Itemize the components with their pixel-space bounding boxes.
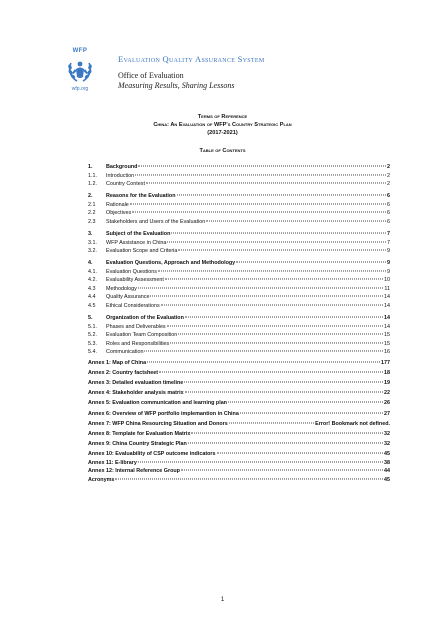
toc-entry-label: Annex 8: Template for Evaluation Matrix [88, 431, 191, 438]
toc-dot-leader [229, 422, 314, 423]
toc-entry-number: 5. [88, 315, 93, 322]
toc-dot-leader [158, 270, 386, 271]
toc-dot-leader [236, 262, 386, 263]
toc-entry[interactable] [88, 293, 390, 302]
logo-url: wfp.org [71, 86, 89, 92]
toc-entry-number: 2.3 [88, 218, 96, 225]
toc-entry-page: 14 [384, 303, 390, 310]
toc-entry-label: Annex 1: Map of China [88, 359, 147, 366]
toc-annex-entry[interactable] [88, 420, 390, 429]
toc-dot-leader [150, 296, 383, 297]
toc-dot-leader [206, 220, 386, 221]
toc-entry-page: 22 [384, 390, 390, 397]
toc-entry-number: 4.3 [88, 285, 96, 292]
toc-entry-page: 16 [384, 349, 390, 356]
toc-annex-entry[interactable] [88, 430, 390, 439]
toc-entry-page: 9 [387, 248, 390, 255]
toc-entry-page: 9 [387, 260, 390, 267]
toc-entry-label: Annex 6: Overview of WFP portfolio implemantion in China [88, 410, 239, 417]
toc-entry-page: 2 [387, 181, 390, 188]
toc-entry-number: 4.2. [88, 277, 97, 284]
toc-annex-entry[interactable] [88, 379, 390, 388]
toc-entry-label: Annex 2: Country factsheet [88, 369, 159, 376]
toc-entry-page: 14 [384, 315, 390, 322]
toc-dot-leader [146, 183, 386, 184]
toc-entry-page: 27 [384, 410, 390, 417]
toc-entry[interactable] [88, 209, 390, 218]
toc-entry-label: Organization of the Evaluation [106, 315, 184, 322]
toc-annex-entry[interactable] [88, 459, 390, 468]
toc-entry-page: 10 [384, 277, 390, 284]
toc-dot-leader [185, 317, 383, 318]
toc-entry-number: 2. [88, 193, 93, 200]
office-name: Office of Evaluation [118, 71, 184, 80]
document-title: China: An Evaluation of WFP's Country Strategic Plan [153, 122, 292, 128]
toc-dot-leader [161, 305, 383, 306]
toc-dot-leader [228, 402, 383, 403]
toc-entry-label: Stakeholders and Users of the Evaluation [106, 218, 206, 225]
toc-dot-leader [159, 371, 383, 372]
toc-entry-label: WFP Assistance in China [106, 239, 167, 246]
toc-annex-entry[interactable] [88, 359, 390, 368]
toc-entry-label: Annex 11: E-library [88, 459, 137, 466]
toc-dot-leader [170, 342, 383, 343]
toc-entry-page: 19 [384, 380, 390, 387]
toc-heading: Table of Contents [199, 148, 246, 154]
toc-entry[interactable] [88, 259, 390, 268]
toc-entry-label: Annex 7: WFP China Resourcing Situation and Donors [88, 420, 228, 427]
toc-dot-leader [132, 212, 386, 213]
toc-entry-label: Communication [106, 349, 144, 356]
toc-entry-page: 2 [387, 164, 390, 170]
toc-dot-leader [185, 392, 383, 393]
toc-entry[interactable] [88, 172, 390, 181]
toc-dot-leader [191, 433, 383, 434]
toc-dot-leader [171, 232, 386, 233]
toc-entry-number: 5.4. [88, 349, 97, 356]
toc-entry-number: 4. [88, 260, 93, 267]
toc-entry-page: 6 [387, 218, 390, 225]
toc-dot-leader [130, 203, 386, 204]
toc-annex-entry[interactable] [88, 467, 390, 476]
toc-entry-label: Evaluation Scope and Criteria [106, 248, 178, 255]
toc-entry[interactable] [88, 201, 390, 210]
toc-dot-leader [188, 443, 383, 444]
toc-entry[interactable] [88, 239, 390, 248]
toc-entry-label: Evaluability Assessment [106, 277, 164, 284]
toc-dot-leader [138, 461, 383, 462]
toc-entry-label: Evaluation Questions [106, 268, 157, 275]
document-title-block [0, 113, 445, 137]
toc-entry-label: Methodology [106, 285, 137, 292]
toc-annex-entry[interactable] [88, 389, 390, 398]
toc-entry[interactable] [88, 163, 390, 172]
toc-dot-leader [178, 334, 383, 335]
toc-annex-entry[interactable] [88, 476, 390, 485]
toc-entry-number: 4.5 [88, 303, 96, 310]
toc-dot-leader [135, 174, 386, 175]
toc-entry[interactable] [88, 218, 390, 227]
toc-annex-entry[interactable] [88, 399, 390, 408]
wfp-logo [62, 48, 98, 92]
page-number: 1 [220, 597, 225, 603]
toc-entry-page: 9 [387, 268, 390, 275]
toc-entry-label: Objectives [106, 210, 132, 217]
toc-entry-number: 2.1 [88, 201, 96, 208]
toc-entry-number: 3. [88, 230, 93, 237]
toc-entry-number: 5.1. [88, 323, 97, 330]
toc-entry-page: 14 [384, 323, 390, 330]
toc-entry-page: 45 [384, 476, 390, 483]
toc-entry[interactable] [88, 285, 390, 294]
toc-annex-entry[interactable] [88, 450, 390, 459]
toc-entry-number: 4.4 [88, 294, 96, 301]
toc-entry-label: Annex 4: Stakeholder analysis matrix [88, 390, 184, 397]
toc-entry-label: Evaluation Questions, Approach and Methodology [106, 260, 236, 267]
toc-entry[interactable] [88, 323, 390, 332]
toc-entry-page: 15 [384, 332, 390, 339]
wfp-wheat-emblem-icon [65, 55, 95, 85]
table-of-contents [88, 163, 390, 484]
toc-entry-page: 38 [384, 459, 390, 466]
toc-entry-label: Background [106, 164, 138, 170]
toc-entry-page: Error! Bookmark not defined. [315, 420, 390, 427]
toc-entry[interactable] [88, 276, 390, 285]
toc-entry[interactable] [88, 314, 390, 323]
toc-entry-page: 11 [384, 285, 390, 292]
document-header [118, 54, 265, 90]
toc-entry[interactable] [88, 192, 390, 201]
system-title: Evaluation Quality Assurance System [118, 54, 265, 64]
toc-entry-number: 1.1. [88, 172, 97, 179]
toc-entry-label: Ethical Considerations [106, 303, 160, 310]
toc-entry[interactable] [88, 331, 390, 340]
toc-entry-label: Annex 3: Detailed evaluation timeline [88, 380, 184, 387]
toc-entry-page: 32 [384, 441, 390, 448]
toc-entry-number: 4.1. [88, 268, 97, 275]
toc-entry-page: 6 [387, 210, 390, 217]
toc-dot-leader [115, 478, 383, 479]
office-tagline: Measuring Results, Sharing Lessons [118, 81, 235, 90]
toc-dot-leader [165, 279, 383, 280]
toc-dot-leader [144, 351, 383, 352]
toc-entry-number: 2.2 [88, 210, 96, 217]
toc-entry-page: 6 [387, 193, 390, 200]
toc-entry-label: Subject of the Evaluation [106, 230, 171, 237]
toc-entry-label: Reasons for the Evaluation [106, 193, 176, 200]
toc-entry-label: Phases and Deliverables [106, 323, 166, 330]
toc-entry[interactable] [88, 247, 390, 256]
toc-entry[interactable] [88, 302, 390, 311]
toc-dot-leader [184, 382, 383, 383]
document-period: (2017-2021) [207, 130, 238, 136]
toc-entry-number: 5.3. [88, 340, 97, 347]
toc-entry-page: 15 [384, 340, 390, 347]
toc-entry[interactable] [88, 340, 390, 349]
toc-entry-label: Introduction [106, 172, 135, 179]
toc-dot-leader [167, 241, 386, 242]
toc-entry-label: Evaluation Team Composition [106, 332, 178, 339]
toc-entry-page: 2 [387, 172, 390, 179]
toc-entry-label: Annex 10: Evaluability of CSP outcome indicators [88, 451, 216, 458]
toc-annex-entry[interactable] [88, 440, 390, 449]
toc-entry-label: Quality Assurance [106, 294, 150, 301]
toc-dot-leader [217, 453, 383, 454]
toc-entry-page: 177 [381, 359, 390, 366]
toc-entry-page: 44 [384, 468, 390, 475]
toc-dot-leader [138, 166, 386, 167]
toc-entry-page: 14 [384, 294, 390, 301]
toc-entry-page: 18 [384, 369, 390, 376]
toc-dot-leader [177, 195, 387, 196]
toc-entry-label: Annex 5: Evaluation communication and learning plan [88, 400, 227, 407]
toc-dot-leader [138, 287, 384, 288]
toc-entry-page: 26 [384, 400, 390, 407]
toc-entry-label: Acronyms [88, 476, 115, 483]
toc-entry-page: 6 [387, 201, 390, 208]
toc-dot-leader [167, 325, 383, 326]
toc-entry-number: 1.2. [88, 181, 97, 188]
toc-dot-leader [181, 470, 383, 471]
toc-entry-page: 32 [384, 431, 390, 438]
toc-entry-page: 7 [387, 239, 390, 246]
toc-entry-number: 1. [88, 164, 93, 170]
toc-annex-entry[interactable] [88, 410, 390, 419]
toc-entry-number: 5.2. [88, 332, 97, 339]
toc-entry-number: 3.2. [88, 248, 97, 255]
toc-entry-label: Annex 12: Internal Reference Group [88, 468, 180, 475]
toc-entry-label: Annex 9: China Country Strategic Plan [88, 441, 187, 448]
toc-entry[interactable] [88, 230, 390, 239]
toc-dot-leader [147, 361, 380, 362]
toc-entry[interactable] [88, 268, 390, 277]
toc-dot-leader [240, 412, 383, 413]
terms-of-reference-label: Terms of Reference [197, 114, 248, 120]
toc-entry-label: Country Context [106, 181, 145, 188]
toc-dot-leader [178, 250, 386, 251]
toc-entry-label: Roles and Responsibilities [106, 340, 170, 347]
logo-wordmark: WFP [72, 48, 88, 54]
toc-entry-page: 7 [387, 230, 390, 237]
toc-entry-page: 45 [384, 451, 390, 458]
toc-entry[interactable] [88, 348, 390, 357]
toc-entry-number: 3.1. [88, 239, 97, 246]
toc-entry[interactable] [88, 180, 390, 189]
toc-annex-entry[interactable] [88, 369, 390, 378]
toc-entry-label: Rationale [106, 201, 129, 208]
